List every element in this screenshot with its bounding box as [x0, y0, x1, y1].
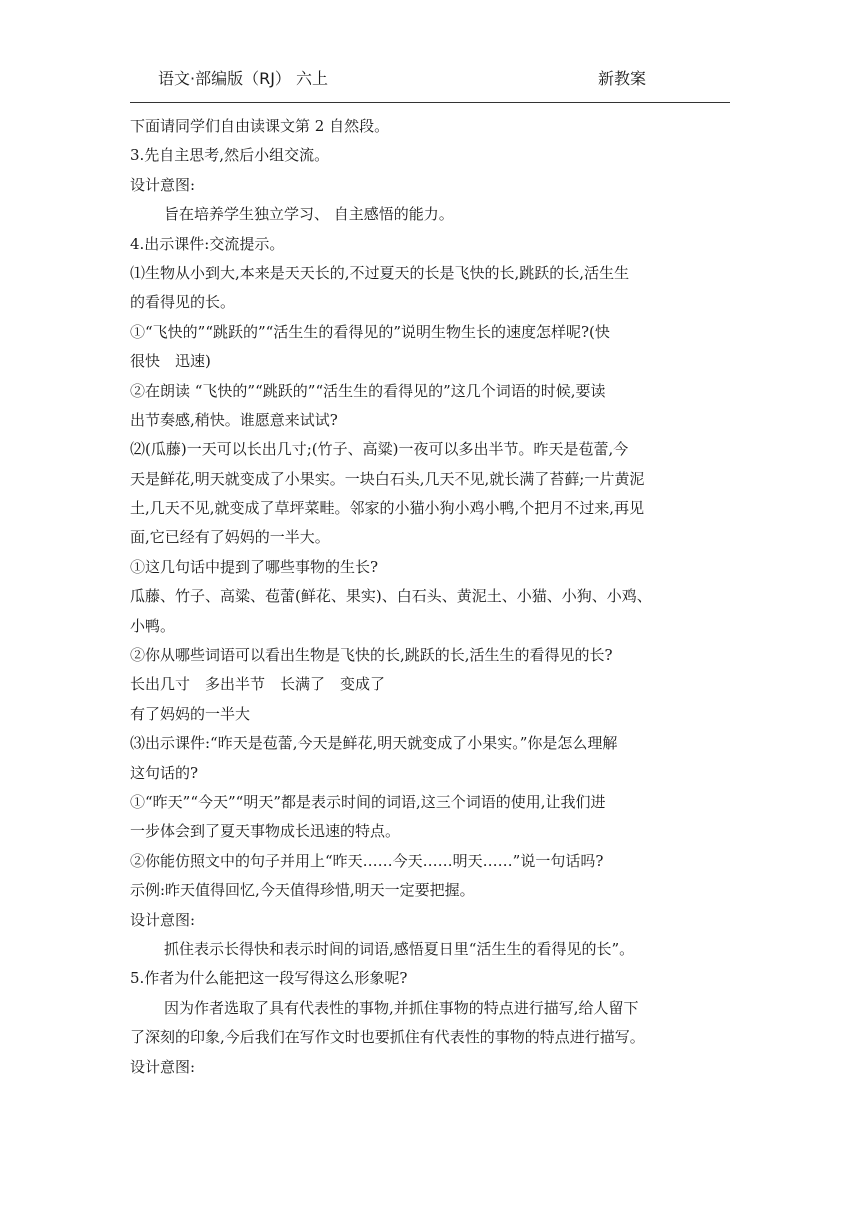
text-line: 的看得见的长。: [130, 293, 236, 312]
text-line: ①“飞快的”“跳跃的”“活生生的看得见的”说明生物生长的速度怎样呢?(快: [130, 322, 610, 341]
text-line: 因为作者选取了具有代表性的事物,并抓住事物的特点进行描写,给人留下: [164, 998, 639, 1017]
page-header: [130, 62, 730, 103]
text-line: ②你从哪些词语可以看出生物是飞快的长,跳跃的长,活生生的看得见的长?: [130, 646, 613, 665]
text-line: 有了妈妈的一半大: [130, 704, 251, 723]
text-line: 5.作者为什么能把这一段写得这么形象呢?: [130, 969, 408, 988]
text-line: 4.出示课件:交流提示。: [130, 234, 285, 253]
text-line: ⑴生物从小到大,本来是天天长的,不过夏天的长是飞快的长,跳跃的长,活生生: [130, 263, 630, 282]
text-line: 设计意图:: [130, 1057, 196, 1076]
document-body: [130, 112, 730, 1082]
text-line: 了深刻的印象,今后我们在写作文时也要抓住有代表性的事物的特点进行描写。: [130, 1028, 645, 1047]
text-line: 天是鲜花,明天就变成了小果实。一块白石头,几天不见,就长满了苔藓;一片黄泥: [130, 469, 645, 488]
text-line: 设计意图:: [130, 175, 196, 194]
text-line: 设计意图:: [130, 910, 196, 929]
text-line: ⑵(瓜藤)一天可以长出几寸;(竹子、高粱)一夜可以多出半节。昨天是苞蕾,今: [130, 440, 629, 459]
text-line: ①这几句话中提到了哪些事物的生长?: [130, 557, 379, 576]
text-line: 3.先自主思考,然后小组交流。: [130, 146, 330, 165]
text-line: 下面请同学们自由读课文第 2 自然段。: [130, 117, 390, 135]
text-line: 面,它已经有了妈妈的一半大。: [130, 528, 330, 547]
text-line: 一步体会到了夏天事物成长迅速的特点。: [130, 822, 401, 841]
text-line: ①“昨天”“今天”“明天”都是表示时间的词语,这三个词语的使用,让我们进: [130, 792, 606, 811]
text-line: 很快 迅速): [130, 352, 211, 371]
text-line: ⑶出示课件:“昨天是苞蕾,今天是鲜花,明天就变成了小果实。”你是怎么理解: [130, 734, 618, 753]
text-line: ②你能仿照文中的句子并用上“昨天……今天……明天……”说一句话吗?: [130, 851, 604, 870]
text-line: 瓜藤、竹子、高粱、苞蕾(鲜花、果实)、白石头、黄泥土、小猫、小狗、小鸡、: [130, 587, 652, 606]
text-line: 小鸭。: [130, 616, 176, 635]
text-line: 长出几寸 多出半节 长满了 变成了: [130, 675, 386, 694]
text-line: 旨在培养学生独立学习、 自主感悟的能力。: [164, 205, 454, 224]
text-line: 示例:昨天值得回忆,今天值得珍惜,明天一定要把握。: [130, 881, 475, 900]
header-subject: 语文·部编版（RJ） 六上: [158, 69, 329, 88]
text-line: ②在朗读 “飞快的”“跳跃的”“活生生的看得见的”这几个词语的时候,要读: [130, 381, 606, 400]
text-line: 土,几天不见,就变成了草坪菜畦。邻家的小猫小狗小鸡小鸭,个把月不过来,再见: [130, 499, 645, 518]
text-line: 抓住表示长得快和表示时间的词语,感悟夏日里“活生生的看得见的长”。: [164, 939, 635, 958]
text-line: 这句话的?: [130, 763, 199, 782]
text-line: 出节奏感,稍快。谁愿意来试试?: [130, 410, 338, 429]
header-title: 新教案: [598, 69, 647, 88]
